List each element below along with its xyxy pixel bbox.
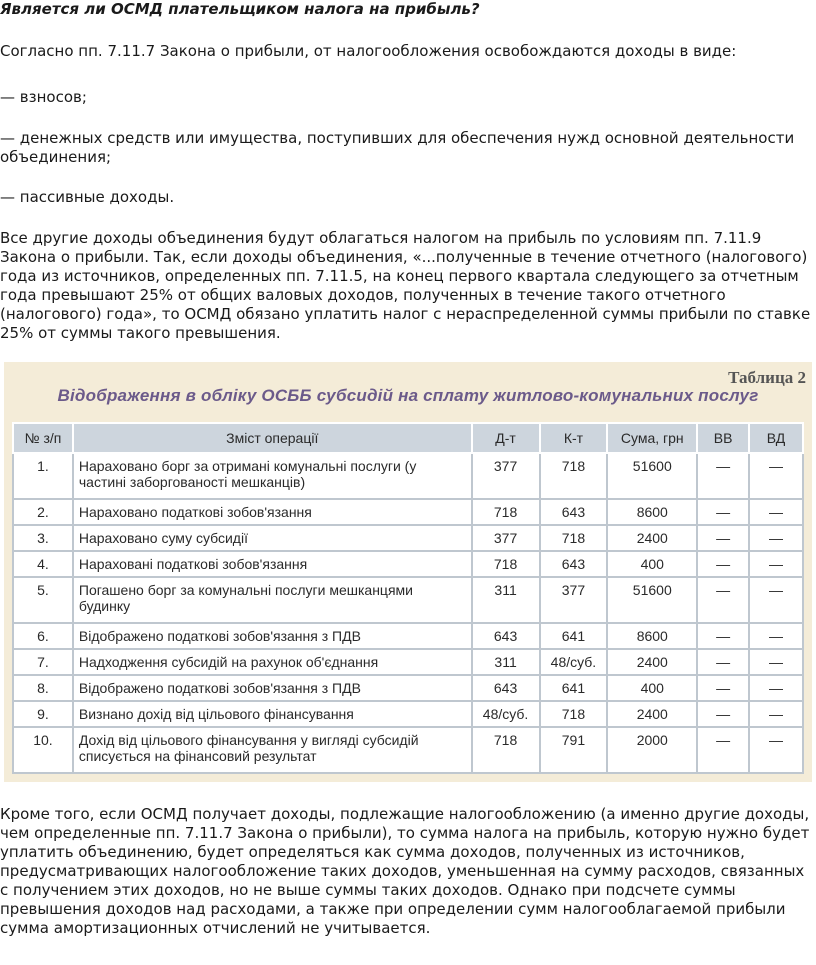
- intro-paragraph: Согласно пп. 7.11.7 Закона о прибыли, от налогообложения освобождаются доходы в виде:: [0, 42, 737, 60]
- table-cell: 10.: [13, 727, 73, 773]
- table-cell: Нараховано суму субсидії: [73, 525, 472, 551]
- table-cell: Нараховані податкові зобов'язання: [73, 551, 472, 577]
- table-label: Таблица 2: [728, 368, 806, 387]
- table-cell: 718: [540, 453, 608, 499]
- table-cell: 2400: [607, 649, 697, 675]
- table-cell: 643: [540, 499, 608, 525]
- header-cell: Сума, грн: [607, 423, 697, 453]
- table-row: [13, 499, 803, 525]
- table-cell: 3.: [13, 525, 73, 551]
- table-cell: 311: [472, 649, 540, 675]
- body-paragraph: Все другие доходы объединения будут облагаться налогом на прибыль по условиям пп. 7.11.9 Закона о прибыли. Так, если доходы объединения, «...полученные в течение отчетного (налогового) года из источников, определенных пп. 7.11.5, на конец первого квартала следующего за отчетным года превышают 25% от общих валовых доходов, полученных в течение такого отчетного (налогового) года», то ОСМД обязано уплатить налог с нераспределенной суммы прибыли по ставке 25% от суммы такого превышения.: [0, 229, 811, 342]
- table-cell: —: [749, 499, 803, 525]
- header-cell: Д-т: [472, 423, 540, 453]
- table-cell: —: [697, 675, 749, 701]
- table-cell: 5.: [13, 577, 73, 623]
- table-cell: 2.: [13, 499, 73, 525]
- table-cell: 2000: [607, 727, 697, 773]
- table-cell: 641: [540, 675, 608, 701]
- table-cell: Визнано дохід від цільового фінансування: [73, 701, 472, 727]
- table-cell: —: [749, 623, 803, 649]
- table-cell: Надходження субсидій на рахунок об'єднання: [73, 649, 472, 675]
- table-cell: Відображено податкові зобов'язання з ПДВ: [73, 623, 472, 649]
- table-cell: 4.: [13, 551, 73, 577]
- header-cell: ВВ: [697, 423, 749, 453]
- table-cell: 8600: [607, 499, 697, 525]
- list-item: — денежных средств или имущества, поступивших для обеспечения нужд основной деятельности объединения;: [0, 129, 795, 166]
- table-cell: —: [697, 701, 749, 727]
- table-cell: —: [749, 453, 803, 499]
- closing-paragraph: Кроме того, если ОСМД получает доходы, подлежащие налогообложению (а именно другие доходы, чем определенные пп. 7.11.7 Закона о прибыли), то сумма налога на прибыль, которую нужно будет уплатить объединению, будет определяться как сумма доходов, полученных из источников, предусматривающих налогообложение таких доходов, уменьшенная на сумму расходов, связанных с получением этих доходов, но не выше суммы таких доходов. Однако при подсчете суммы превышения доходов над расходами, а также при определении сумм налогооблагаемой прибыли сумма амортизационных отчислений не учитывается.: [0, 805, 810, 937]
- table-cell: 48/суб.: [472, 701, 540, 727]
- table-cell: —: [697, 649, 749, 675]
- table-cell: —: [749, 675, 803, 701]
- list-item: — пассивные доходы.: [0, 188, 175, 206]
- table-cell: 2400: [607, 701, 697, 727]
- table-cell: 9.: [13, 701, 73, 727]
- accounting-table-figure: [4, 362, 812, 782]
- table-cell: 718: [540, 701, 608, 727]
- table-row: [13, 551, 803, 577]
- table-cell: 400: [607, 551, 697, 577]
- table-cell: —: [749, 701, 803, 727]
- table-cell: —: [697, 525, 749, 551]
- table-cell: —: [697, 577, 749, 623]
- table-row: [13, 623, 803, 649]
- header-cell: № з/п: [13, 423, 73, 453]
- table-cell: —: [749, 525, 803, 551]
- table-cell: 643: [540, 551, 608, 577]
- table-cell: 51600: [607, 453, 697, 499]
- table-row: [13, 577, 803, 623]
- table-cell: 311: [472, 577, 540, 623]
- table-cell: 8600: [607, 623, 697, 649]
- table-cell: 51600: [607, 577, 697, 623]
- table-header-row: [13, 423, 803, 453]
- table-cell: —: [697, 453, 749, 499]
- table-cell: 400: [607, 675, 697, 701]
- table-cell: —: [697, 727, 749, 773]
- table-cell: —: [749, 649, 803, 675]
- table-cell: Дохід від цільового фінансування у вигляді субсидій списується на фінансовий результат: [73, 727, 472, 773]
- table-cell: 718: [472, 551, 540, 577]
- table-title: Відображення в обліку ОСББ субсидій на сплату житлово-комунальних послуг: [57, 386, 759, 405]
- table-cell: 1.: [13, 453, 73, 499]
- table-cell: 718: [472, 727, 540, 773]
- table-cell: 48/суб.: [540, 649, 608, 675]
- table-row: [13, 727, 803, 773]
- table-cell: 2400: [607, 525, 697, 551]
- table-cell: 718: [472, 499, 540, 525]
- table-cell: Нараховано борг за отримані комунальні послуги (у частині заборгованості мешканців): [73, 453, 472, 499]
- table-row: [13, 453, 803, 499]
- table-cell: —: [697, 551, 749, 577]
- table-cell: 641: [540, 623, 608, 649]
- table-row: [13, 675, 803, 701]
- table-cell: —: [749, 577, 803, 623]
- table-cell: —: [697, 623, 749, 649]
- table-cell: —: [749, 727, 803, 773]
- header-cell: Зміст операції: [73, 423, 472, 453]
- table-cell: 6.: [13, 623, 73, 649]
- table-cell: Погашено борг за комунальні послуги мешканцями будинку: [73, 577, 472, 623]
- table-cell: 377: [472, 525, 540, 551]
- header-cell: ВД: [749, 423, 803, 453]
- table-cell: Нараховано податкові зобов'язання: [73, 499, 472, 525]
- table-row: [13, 649, 803, 675]
- header-cell: К-т: [540, 423, 608, 453]
- table-cell: Відображено податкові зобов'язання з ПДВ: [73, 675, 472, 701]
- table-cell: —: [749, 551, 803, 577]
- table-cell: 7.: [13, 649, 73, 675]
- table-cell: 8.: [13, 675, 73, 701]
- table-cell: 718: [540, 525, 608, 551]
- table-cell: —: [697, 499, 749, 525]
- table-cell: 791: [540, 727, 608, 773]
- list-item: — взносов;: [0, 88, 87, 106]
- table-row: [13, 525, 803, 551]
- table-cell: 377: [472, 453, 540, 499]
- page-heading: Является ли ОСМД плательщиком налога на прибыль?: [0, 0, 480, 18]
- table-row: [13, 701, 803, 727]
- table-cell: 377: [540, 577, 608, 623]
- table-cell: 643: [472, 623, 540, 649]
- table-cell: 643: [472, 675, 540, 701]
- accounting-table: [12, 422, 804, 774]
